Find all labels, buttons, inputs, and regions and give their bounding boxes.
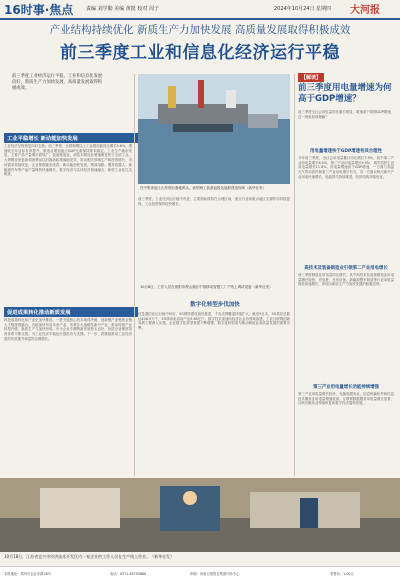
- editor-credits: 责编 刘学勤 美编 黄挺 校对 周子: [86, 6, 159, 12]
- middle-body-1: 前三季度，工业经济运行稳中有进，主要指标保持在合理区间，重点行业和重点地区支撑作用持续显现，工业投资保持较快增长。: [138, 197, 290, 206]
- photo-caption-2: 10月8日，工作人员在贵阳市观山湖区中国移动智慧工厂产线上调试设备（新华社发）: [140, 285, 273, 289]
- lead-paragraph: 前三季度工业经济运行平稳，工业和信息化发展向好，新质生产力加快发展，高质量发展取得积极成效。: [12, 74, 103, 91]
- bottom-photo-caption: 10月18日，江苏省宜兴市经济技术开发区内一家企业的工作人员在生产线上作业。（新华社发）: [4, 554, 175, 559]
- column-divider: [134, 74, 135, 476]
- analysis-title: 前三季度用电量增速为何高于GDP增速？: [298, 83, 392, 104]
- factory-photo: [0, 478, 400, 552]
- column-divider: [294, 74, 295, 476]
- offshore-platform-photo: [138, 74, 290, 184]
- analysis-subhead-2: 高技术及装备制造业引领第二产业用电增长: [304, 266, 388, 271]
- middle-body-2: 信息通信业运行稳中向好，5G网络建设加快推进，千兆光网覆盖持续扩大。截至9月末，5G基站总数达408.9万个，5G移动电话用户达9.66亿户。数字技术加速向经济社会各领域渗透，工业互联网创新发展工程深入实施，企业数字化转型意愿不断增强，数字化转型成为推动制造业高质量发展的重要引擎。: [138, 312, 290, 331]
- analysis-subhead-1: 用电量增速快于GDP增速有其合理性: [310, 149, 382, 154]
- left-subhead-1: 工业平稳增长 新动能加快发展: [4, 133, 138, 143]
- middle-subhead: 数字化转型步伐加快: [190, 302, 240, 308]
- kicker: 产业结构持续优化 新质生产力加快发展 高质量发展取得积极成效: [49, 24, 351, 36]
- newspaper-logo: 大河报: [350, 5, 380, 16]
- analysis-intro: 前三季度全社会用电量同比增长明显，增速高于同期GDP增速，这一现象如何理解？: [298, 110, 394, 119]
- analysis-body-3: 第三产业用电量增长较快，充换电服务业、信息传输软件和信息技术服务业用电量增速较高，互联网数据服务用电量增长显著，反映出服务业持续恢复和数字经济蓬勃发展。: [298, 392, 394, 406]
- analysis-body-2: 前三季度制造业用电量同比增长，其中高技术及装备制造业用电量增长较快，充电桩、光伏设备、新能源整车制造等行业用电量保持高速增长，体现出新质生产力加快发展的积极态势。: [298, 273, 394, 287]
- headline: 前三季度工业和信息化经济运行平稳: [60, 43, 340, 63]
- analysis-subhead-3: 第三产业用电量增长动能持续增强: [313, 385, 379, 390]
- left-body-2: 科技成果转化和产业化加快推进，一批关键核心技术取得突破，创新链产业链资金链人才链深度融合。各地加快布局未来产业，培育壮大战略性新兴产业，推动传统产业转型升级，新质生产力加快形成。中小企业专精特新发展势头良好，优质企业梯度培育体系不断完善，为工业经济平稳运行提供有力支撑。下一步，将继续推动工业经济质的有效提升和量的合理增长。: [4, 318, 132, 341]
- section-title: 16时事·焦点: [4, 3, 74, 17]
- footer-price: 零售价：1.00元: [330, 572, 354, 576]
- left-subhead-2: 促进成果转化推动新质发展: [4, 307, 138, 317]
- photo-caption: 在中集来福士山东烟台基地码头，新型海工装备起抵达福船建造现场（新华社发）: [140, 186, 266, 190]
- analysis-body-1: 今年前三季度，全社会用电量累计同比增长7.9%，其中第二产业用电量增长6.0%，第三产业用电量增长9.9%，城乡居民生活用电量增长11.6%。用电量增速高于GDP增速，一方面与高温天气带动居民和第三产业用电增长有关，另一方面反映出新兴产业用电快速增长，电能替代持续推进，经济结构持续优化。: [298, 156, 394, 179]
- issue-date: 2024年10月24日 星期四: [274, 6, 332, 12]
- footer: [0, 566, 400, 582]
- footer-print: 印刷：河南日报报业集团印务中心: [190, 572, 240, 576]
- footer-address: 本报地址：郑州市农业东路28号: [4, 572, 52, 576]
- left-body-1: 工业经济呈现恢复向好态势。前三季度，全国规模以上工业增加值同比增长5.8%，增速较全年目标有所提升，制造业增加值占GDP比重保持基本稳定。工业生产稳步恢复，主要产品产量增长面较广，装备制造业、高技术制造业增速明显快于全部工业。大规模设备更新和消费品以旧换新政策落地见效，带动相关领域生产和投资增长，市场需求持续恢复，企业预期逐步改善。新动能加快发展，集成电路、服务机器人、新能源汽车等产品产量保持快速增长，数字经济与实体经济加速融合，新型工业化扎实推进。: [4, 144, 132, 177]
- footer-phone: 电话：0371-65795888: [110, 572, 147, 576]
- analysis-tag: 【解读】: [298, 73, 324, 82]
